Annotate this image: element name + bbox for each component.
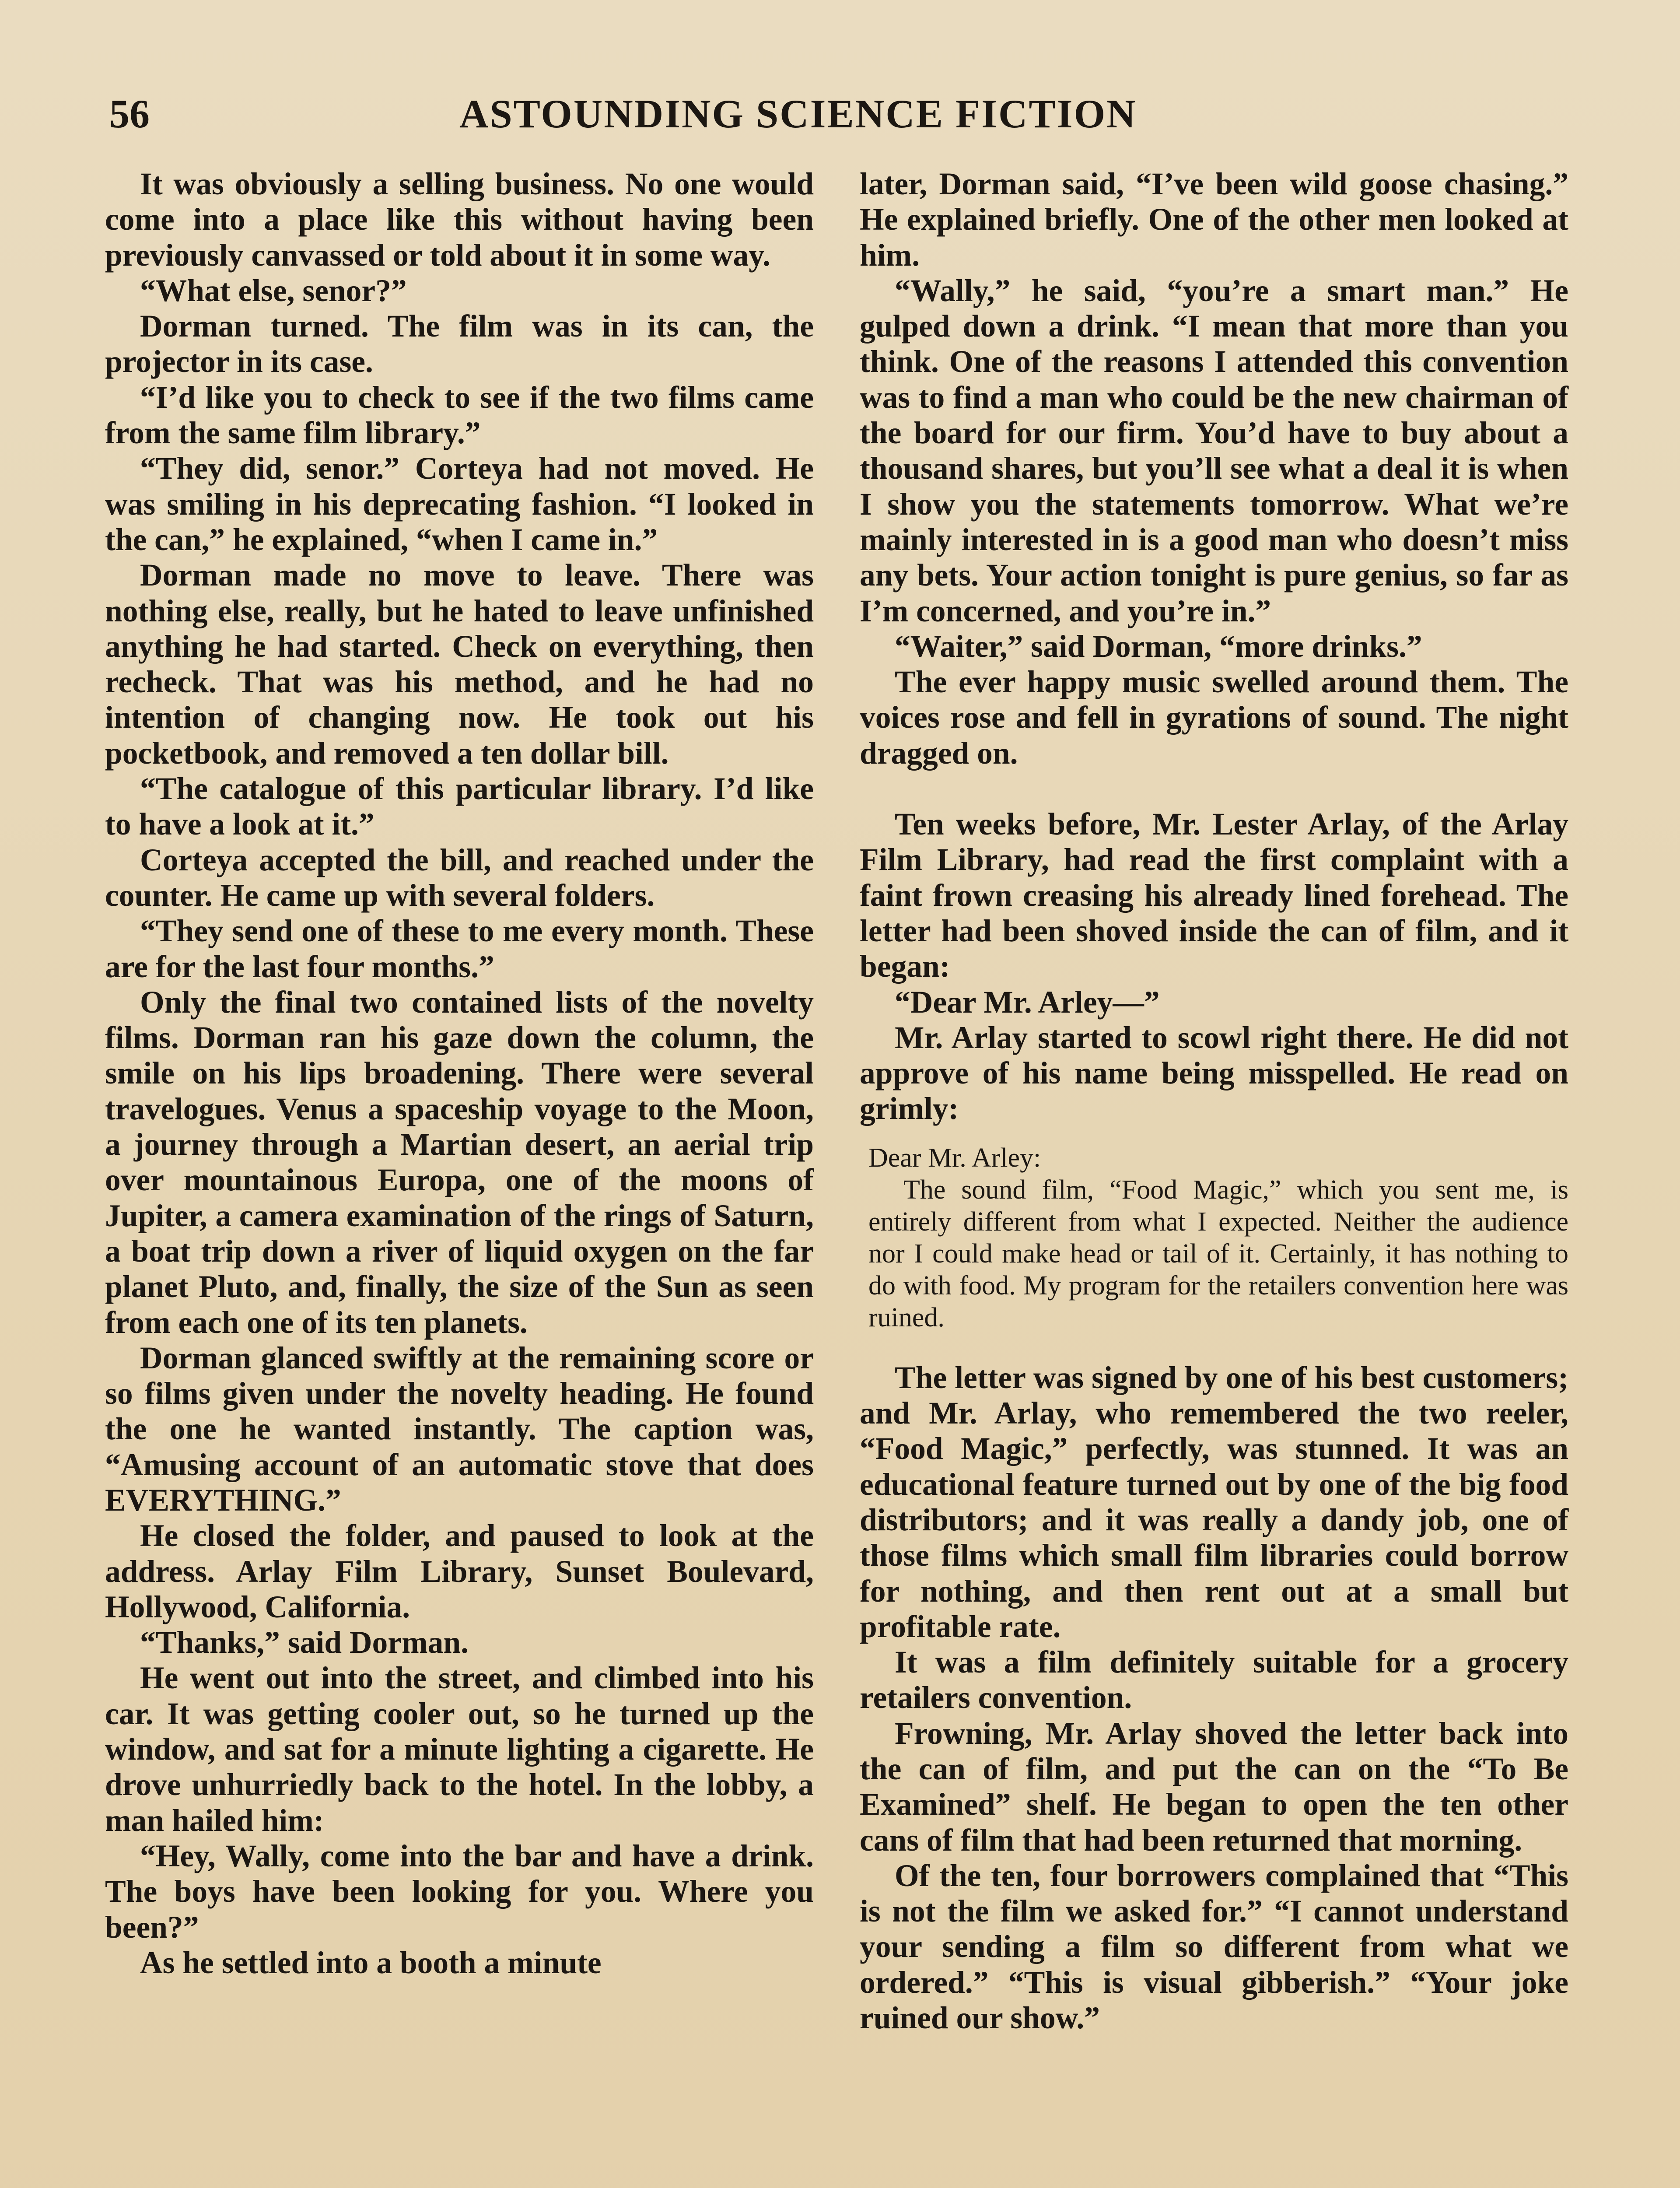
paragraph: It was a film definitely suitable for a grocery retailers convention. [860,1645,1568,1715]
running-head [109,85,1221,142]
paragraph: “I’d like you to check to see if the two films came from the same film library.” [105,380,814,451]
paragraph: Dorman made no move to leave. There was nothing else, really, but he hated to leave unfinished anything he had started. Check on everything, then recheck. That was his method, and he had no intention of changing now. He took out his pocketbook, and removed a ten dollar bill. [105,558,814,771]
magazine-title: ASTOUNDING SCIENCE FICTION [459,91,1137,136]
paragraph: “Thanks,” said Dorman. [140,1625,469,1660]
paragraph: He closed the folder, and paused to look at the address. Arlay Film Library, Sunset Boulevard, Hollywood, California. [105,1518,814,1624]
paragraph: Dorman glanced swiftly at the remaining score or so films given under the novelty heading. He found the one he wanted instantly. The caption was, “Amusing account of an automatic stove that does EVERYTHING.” [105,1340,814,1518]
letter-salutation: Dear Mr. Arley: [868,1143,1041,1173]
paragraph: The letter was signed by one of his best customers; and Mr. Arlay, who remembered the two reeler, “Food Magic,” perfectly, was stunned. It was an educational feature turned out by one of the big food distributors; and it was really a dandy job, one of those films which small film libraries could borrow for nothing, and then rent out at a small but profitable rate. [860,1360,1568,1644]
quoted-letter [868,1142,1568,1334]
paragraph: “What else, senor?” [140,273,407,308]
paragraph: He went out into the street, and climbed into his car. It was getting cooler out, so he turned up the window, and sat for a minute lighting a cigarette. He drove unhurriedly back to the hotel. In the lobby, a man hailed him: [105,1661,814,1838]
paragraph: Corteya accepted the bill, and reached under the counter. He came up with several folders. [105,842,814,913]
letter-body: The sound film, “Food Magic,” which you sent me, is entirely different from what I expected. Neither the audience nor I could make head or tail of it. Certainly, it has nothing to do with food. My program for the retailers convention here was ruined. [868,1175,1568,1332]
paragraph: later, Dorman said, “I’ve been wild goose chasing.” He explained briefly. One of the other men looked at him. [860,167,1568,273]
paragraph: “Waiter,” said Dorman, “more drinks.” [895,629,1422,664]
paragraph: Only the final two contained lists of the novelty films. Dorman ran his gaze down the column, the smile on his lips broadening. There were several travelogues. Venus a spaceship voyage to the Moon, a journey through a Martian desert, an aerial trip over mountainous Europa, one of the moons of Jupiter, a camera examination of the rings of Saturn, a boat trip down a river of liquid oxygen on the far planet Pluto, and, finally, the size of the Sun as seen from each one of its ten planets. [105,985,814,1340]
paragraph: “The catalogue of this particular library. I’d like to have a look at it.” [105,771,814,842]
paragraph: “Dear Mr. Arley—” [895,985,1160,1020]
paragraph: Frowning, Mr. Arlay shoved the letter back into the can of film, and put the can on the “To Be Examined” shelf. He began to open the ten other cans of film that had been returned that morning. [860,1716,1568,1858]
paragraph: “Wally,” he said, “you’re a smart man.” He gulped down a drink. “I mean that more than you think. One of the reasons I attended this convention was to find a man who could be the new chairman of the board for our firm. You’d have to buy about a thousand shares, but you’ll see what a deal it is when I show you the statements tomorrow. What we’re mainly interested in is a good man who doesn’t miss any bets. Your action tonight is pure genius, so far as I’m concerned, and you’re in.” [860,273,1568,628]
page-number: 56 [109,91,150,136]
paragraph: It was obviously a selling business. No one would come into a place like this without having been previously canvassed or told about it in some way. [105,167,814,273]
letter-gap [860,1334,1568,1360]
right-column [860,166,1568,2188]
left-column [105,166,814,2188]
paragraph: The ever happy music swelled around them. The voices rose and fell in gyrations of sound. The night dragged on. [860,665,1568,771]
paragraph: Dorman turned. The film was in its can, the projector in its case. [105,309,814,379]
paragraph: As he settled into a booth a minute [140,1945,602,1980]
section-break [860,771,1568,806]
paragraph: “They send one of these to me every month. These are for the last four months.” [105,914,814,984]
paragraph: “Hey, Wally, come into the bar and have a drink. The boys have been looking for you. Where you been?” [105,1838,814,1945]
paragraph: Of the ten, four borrowers complained that “This is not the film we asked for.” “I cannot understand your sending a film so different from what we ordered.” “This is visual gibberish.” “Your joke ruined our show.” [860,1858,1568,2036]
paragraph: Mr. Arlay started to scowl right there. He did not approve of his name being misspelled. He read on grimly: [860,1020,1568,1126]
paragraph: “They did, senor.” Corteya had not moved. He was smiling in his deprecating fashion. “I looked in the can,” he explained, “when I came in.” [105,451,814,557]
paragraph: Ten weeks before, Mr. Lester Arlay, of the Arlay Film Library, had read the first complaint with a faint frown creasing his already lined forehead. The letter had been shoved inside the can of film, and it began: [860,807,1568,984]
